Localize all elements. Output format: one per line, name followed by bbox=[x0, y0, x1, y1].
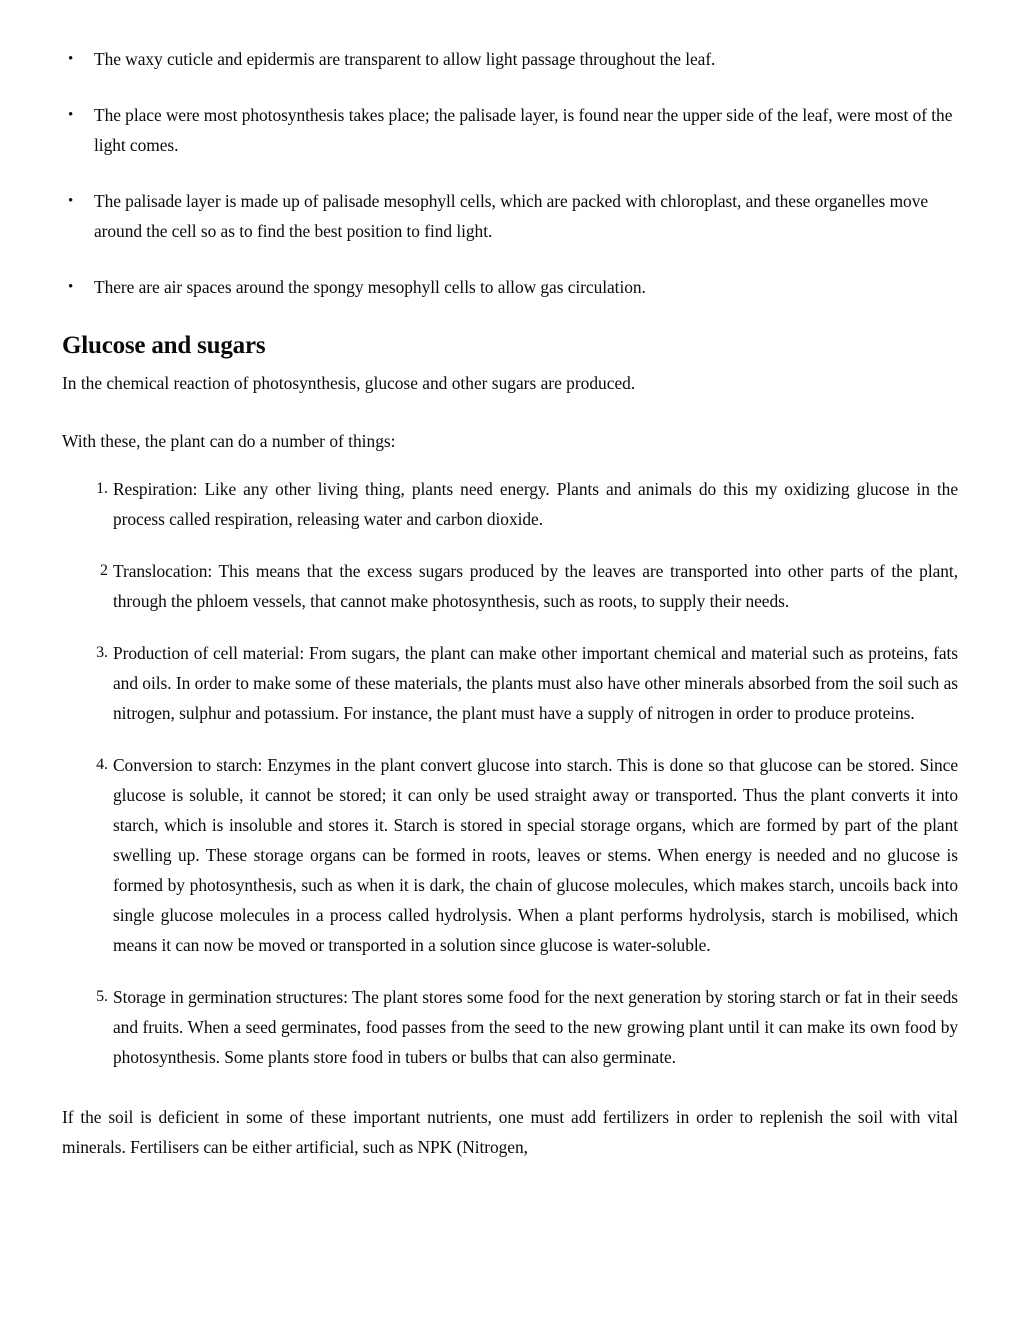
list-item-text: The waxy cuticle and epidermis are transparent to allow light passage throughout the leaf. bbox=[94, 49, 716, 69]
list-item-text: The place were most photosynthesis takes place; the palisade layer, is found near the upper side of the leaf, were most of the light comes. bbox=[94, 105, 953, 155]
list-item bbox=[62, 556, 958, 616]
bullet-icon: • bbox=[68, 51, 74, 67]
list-item-text: Production of cell material: From sugars, the plant can make other important chemical and material such as proteins, fats and oils. In order to make some of these materials, the plants must also have other minerals absorbed from the soil such as nitrogen, sulphur and potassium. For instance, the plant must have a supply of nitrogen in order to produce proteins. bbox=[113, 643, 958, 723]
glucose-uses-numbered-list bbox=[62, 474, 958, 1072]
list-item-number: 1. bbox=[96, 480, 108, 497]
bullet-icon: • bbox=[68, 107, 74, 123]
section-intro-paragraph: In the chemical reaction of photosynthesis, glucose and other sugars are produced. bbox=[62, 373, 636, 393]
leaf-structure-bullet-list bbox=[62, 44, 958, 302]
section-heading: Glucose and sugars bbox=[62, 332, 266, 359]
list-item bbox=[62, 750, 958, 960]
list-item bbox=[68, 44, 958, 74]
list-item-number: 2 bbox=[100, 562, 108, 579]
closing-paragraph: If the soil is deficient in some of these important nutrients, one must add fertilizers in order to replenish the soil with vital minerals. Fertilisers can be either artificial, such as NPK (Nitrogen, bbox=[62, 1107, 958, 1157]
list-item bbox=[62, 982, 958, 1072]
list-item bbox=[68, 272, 958, 302]
list-item-text: There are air spaces around the spongy mesophyll cells to allow gas circulation. bbox=[94, 277, 646, 297]
bullet-icon: • bbox=[68, 193, 74, 209]
section-lead-in-paragraph: With these, the plant can do a number of things: bbox=[62, 431, 396, 451]
list-item-number: 3. bbox=[96, 644, 108, 661]
list-item-number: 5. bbox=[96, 988, 108, 1005]
list-item bbox=[62, 638, 958, 728]
list-item-text: The palisade layer is made up of palisade mesophyll cells, which are packed with chloroplast, and these organelles move around the cell so as to find the best position to find light. bbox=[94, 191, 929, 241]
list-item bbox=[62, 474, 958, 534]
list-item-number: 4. bbox=[96, 756, 108, 773]
list-item-text: Translocation: This means that the excess sugars produced by the leaves are transported into other parts of the plant, through the phloem vessels, that cannot make photosynthesis, such as roots, to supply their needs. bbox=[113, 561, 958, 611]
list-item bbox=[68, 186, 958, 246]
list-item-text: Respiration: Like any other living thing, plants need energy. Plants and animals do this my oxidizing glucose in the process called respiration, releasing water and carbon dioxide. bbox=[113, 479, 958, 529]
list-item-text: Storage in germination structures: The plant stores some food for the next generation by storing starch or fat in their seeds and fruits. When a seed germinates, food passes from the seed to the new growing plant until it can make its own food by photosynthesis. Some plants store food in tubers or bulbs that can also germinate. bbox=[113, 987, 958, 1067]
list-item-text: Conversion to starch: Enzymes in the plant convert glucose into starch. This is done so that glucose can be stored. Since glucose is soluble, it cannot be stored; it can only be used straight away or transported. Thus the plant converts it into starch, which is insoluble and stores it. Starch is stored in special storage organs, which are formed by part of the plant swelling up. These storage organs can be formed in roots, leaves or stems. When energy is needed and no glucose is formed by photosynthesis, such as when it is dark, the chain of glucose molecules, which makes starch, uncoils back into single glucose molecules in a process called hydrolysis. When a plant performs hydrolysis, starch is mobilised, which means it can now be moved or transported in a solution since glucose is water-soluble. bbox=[113, 755, 958, 955]
list-item bbox=[68, 100, 958, 160]
bullet-icon: • bbox=[68, 279, 74, 295]
